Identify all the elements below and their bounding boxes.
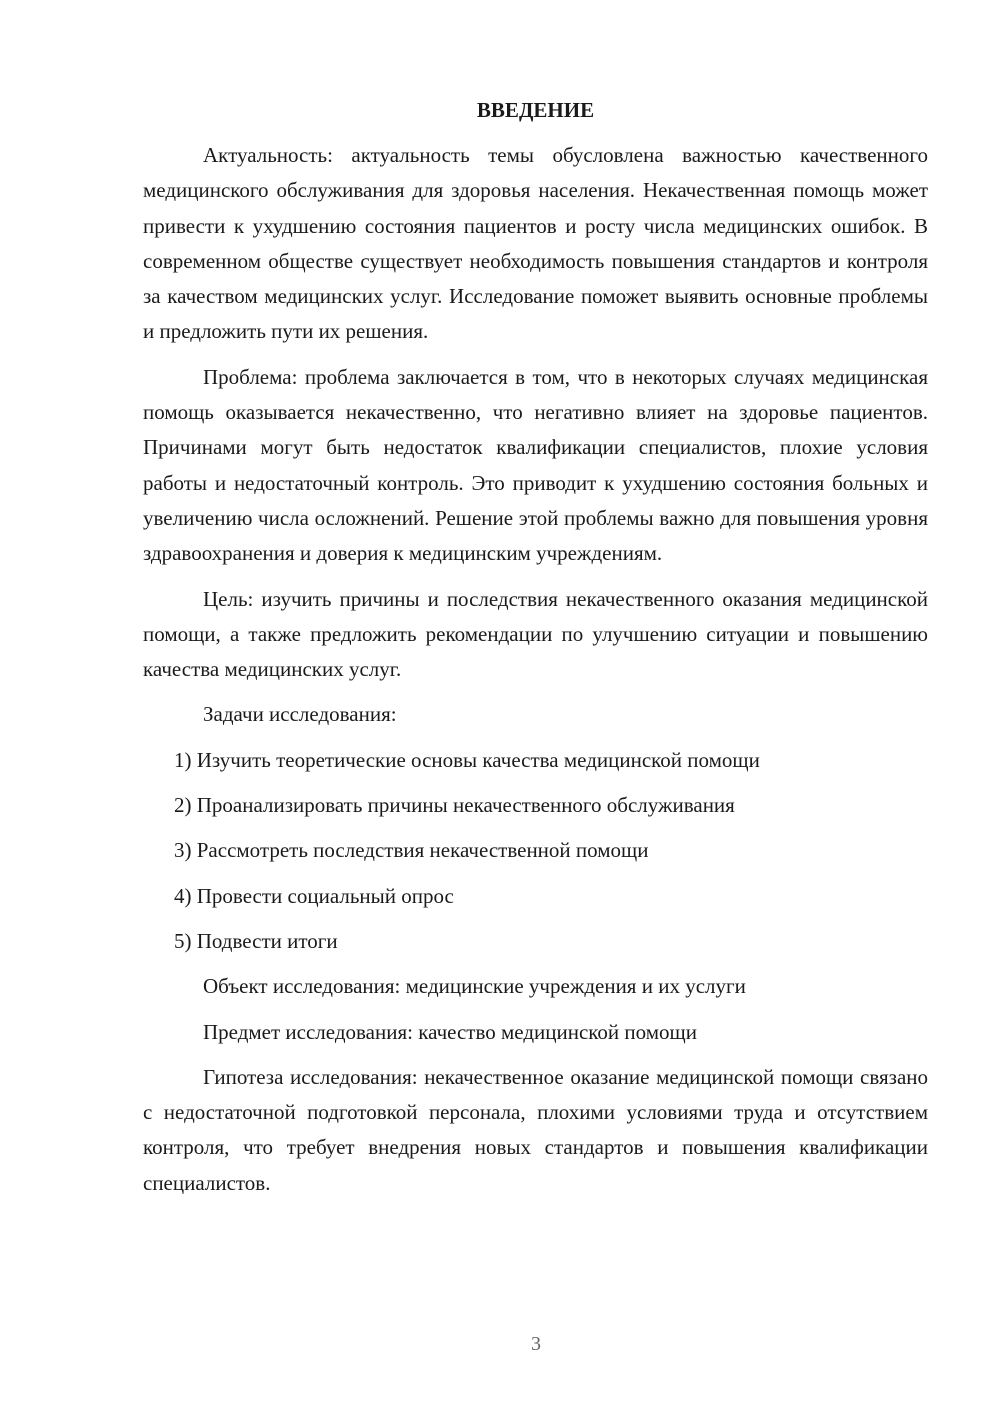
page-number: 3 (531, 1333, 541, 1355)
task-item: 4) Провести социальный опрос (174, 883, 454, 908)
paragraph-hypothesis: Гипотеза исследования: некачественное оказание медицинской помощи связано с недостаточной подготовкой персонала, плохими условиями труда и отсутствием контроля, что требует внедрения новых стандартов и повышения квалификации специалистов. (143, 1064, 928, 1195)
page-title: ВВЕДЕНИЕ (476, 98, 595, 122)
task-item: 3) Рассмотреть последствия некачественной помощи (174, 838, 649, 863)
research-subject: Предмет исследования: качество медицинской помощи (203, 1019, 697, 1044)
paragraph-problem: Проблема: проблема заключается в том, что в некоторых случаях медицинская помощь оказывается некачественно, что негативно влияет на здоровье пациентов. Причинами могут быть недостаток квалификации специалистов, плохие условия работы и недостаточный контроль. Это приводит к ухудшению состояния больных и увеличению числа осложнений. Решение этой проблемы важно для повышения уровня здравоохранения и доверия к медицинским учреждениям. (143, 364, 928, 566)
research-object: Объект исследования: медицинские учреждения и их услуги (203, 974, 746, 999)
task-item: 1) Изучить теоретические основы качества медицинской помощи (174, 747, 760, 772)
tasks-heading: Задачи исследования: (203, 702, 397, 727)
task-item: 5) Подвести итоги (174, 928, 338, 953)
task-item: 2) Проанализировать причины некачественного обслуживания (174, 793, 735, 818)
paragraph-relevance: Актуальность: актуальность темы обусловлена важностью качественного медицинского обслуживания для здоровья населения. Некачественная помощь может привести к ухудшению состояния пациентов и росту числа медицинских ошибок. В современном обществе существует необходимость повышения стандартов и контроля за качеством медицинских услуг. Исследование поможет выявить основные проблемы и предложить пути их решения. (143, 143, 928, 344)
page-content (143, 95, 928, 1211)
paragraph-goal: Цель: изучить причины и последствия некачественного оказания медицинской помощи, а также предложить рекомендации по улучшению ситуации и повышению качества медицинских услуг. (143, 586, 928, 682)
